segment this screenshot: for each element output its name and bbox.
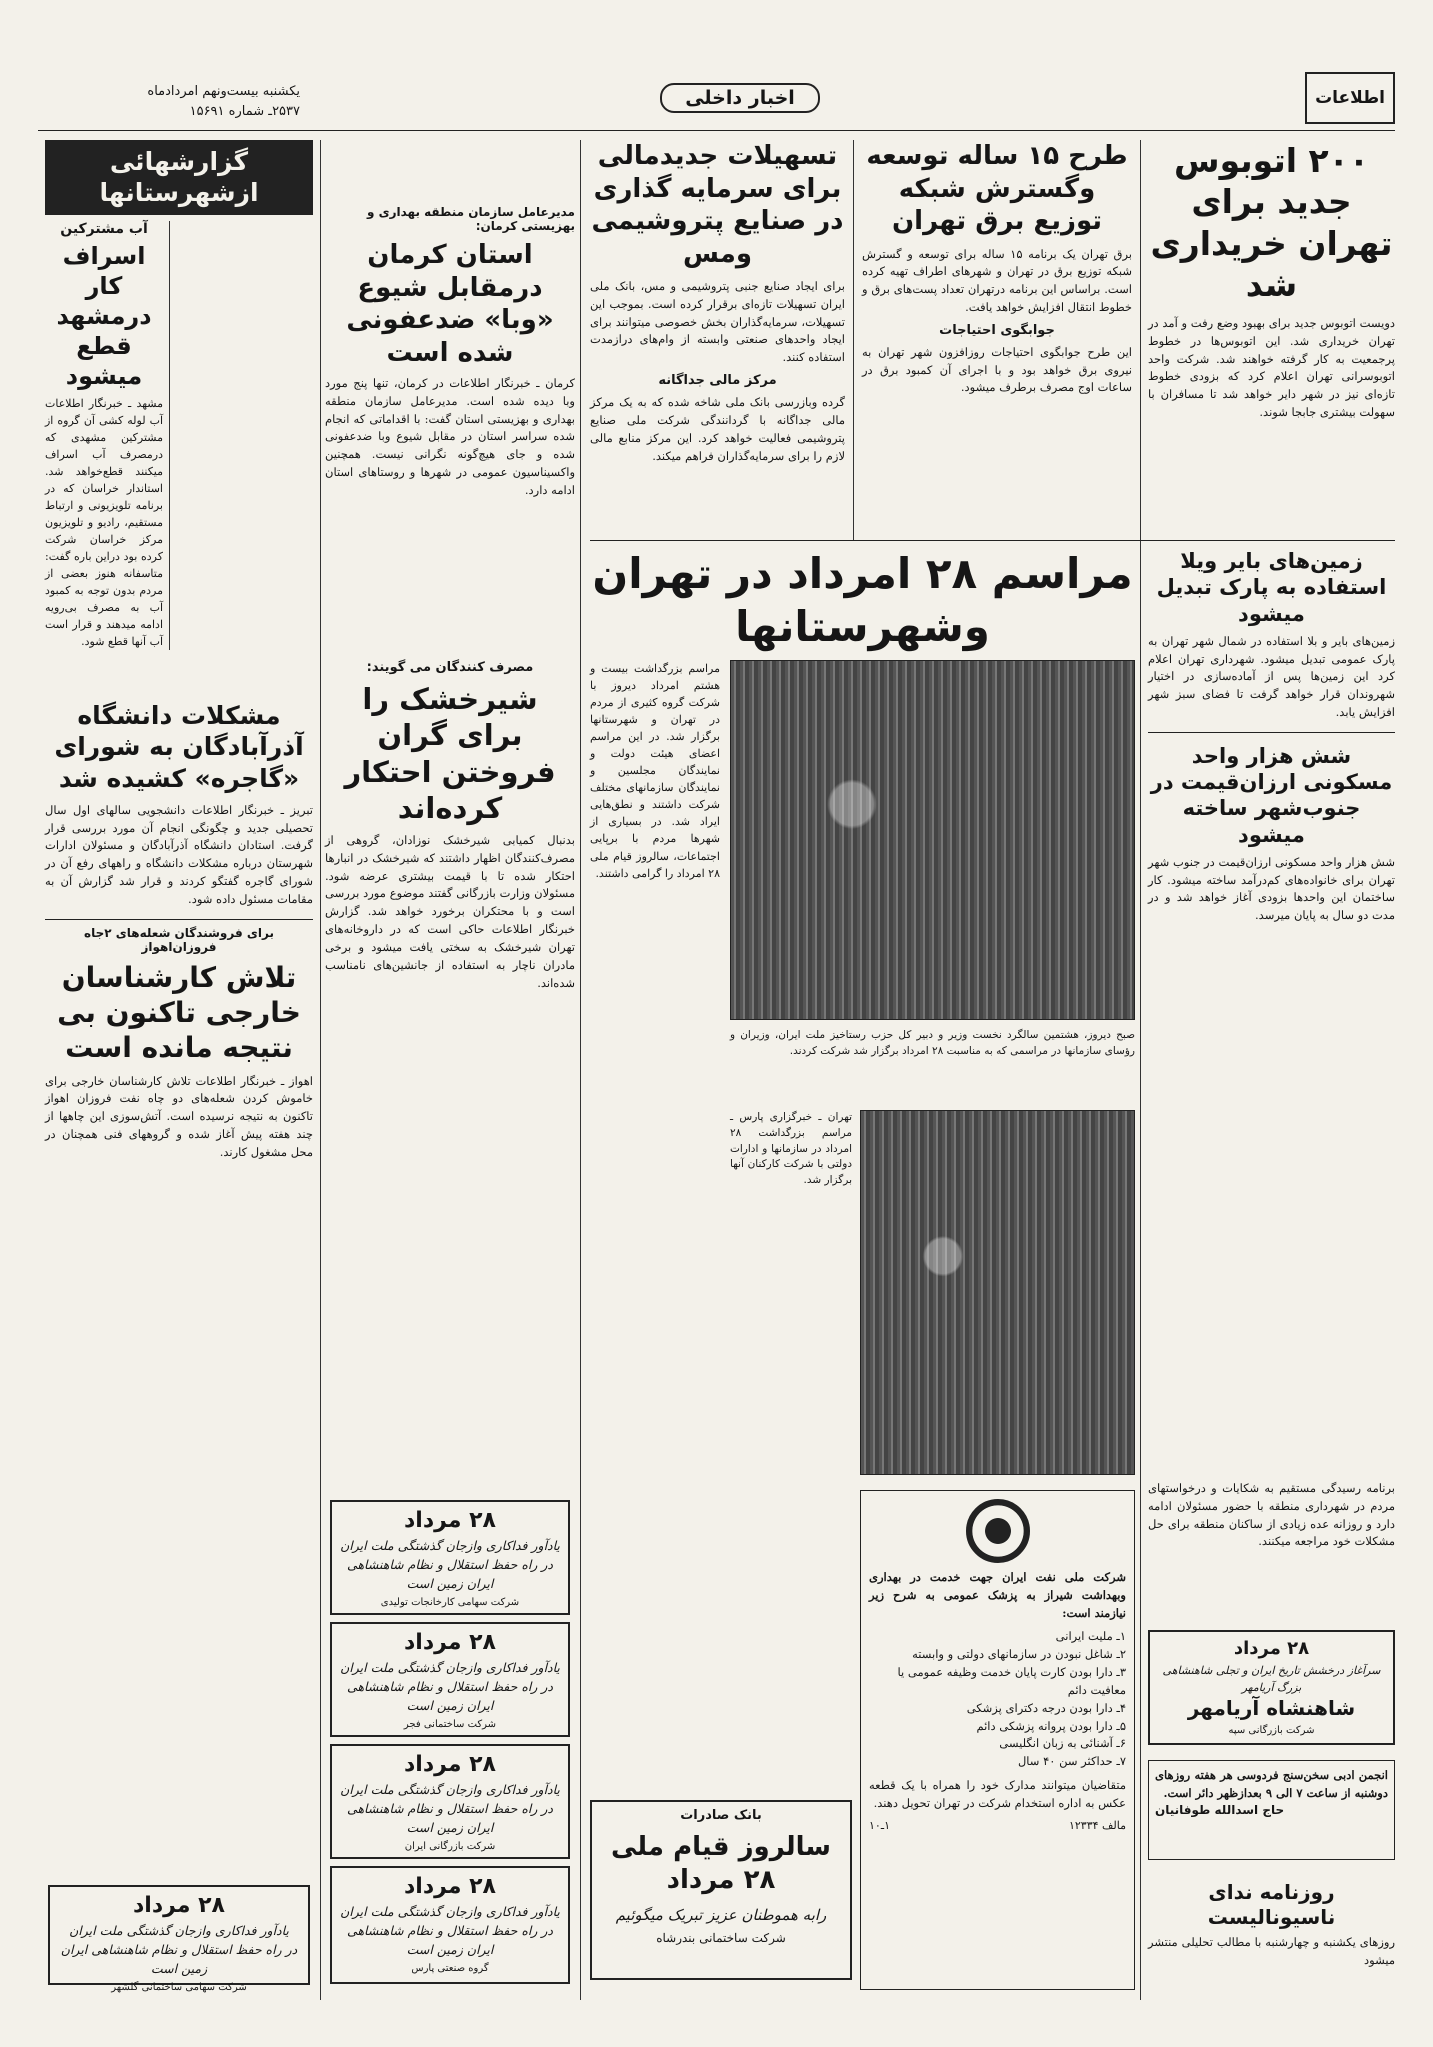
masthead-rule [38, 130, 1395, 131]
milk-body: بدنبال کمیابی شیرخشک نوزادان، گروهی از مصرف‌کنندگان اظهار داشتند که شیرخشک در انبارها احتکار شده تا با قیمت بیشتری عرضه شود. مسئولان وزارت بازرگانی گفتند موضوع مورد بررسی است و با محتکران برخورد خواهد شد. گزارش خبرنگار اطلاعات حاکی است که در داروخانه‌های تهران شیرخشک به سختی یافت میشود و برخی مادران ناچار به استفاده از جانشین‌های نامناسب شده‌اند. [325, 833, 575, 990]
issue-line: ۲۵۳۷ـ شماره ۱۵۶۹۱ [189, 103, 300, 119]
ad-line: یادآور فداکاری وازجان گذشتگی ملت ایران [340, 1904, 560, 1919]
power-headline: طرح ۱۵ ساله توسعه وگسترش شبکه توزیع برق تهران [866, 141, 1128, 236]
ceremony-top-rule [590, 540, 1395, 541]
ad-line: رابه هموطنان عزیز تبریک میگوئیم [615, 1906, 827, 1924]
col3-finance [590, 140, 845, 465]
col1 [45, 140, 313, 650]
ad-signature: شرکت بازرگانی سپه [1228, 1725, 1315, 1736]
ahvaz-headline: تلاش کارشناسان خارجی تاکنون بی نتیجه مانده است [57, 960, 301, 1064]
ceremony-photo-parade [730, 660, 1135, 1020]
ad-signature: شرکت سهامی ساختمانی گلشهر [111, 1982, 247, 1994]
section-title-box [660, 83, 820, 113]
kerman-body: کرمان ـ خبرنگار اطلاعات در کرمان، تنها پنج مورد وبا دیده شده است. مدیرعامل سازمان منطقه بهداری و بهزیستی استان گفت: با اقداماتی که انجام شده سراسر استان در مقابل شیوع وبا ضدعفونی شده و جای هیچ‌گونه نگرانی نیست. همچنین واکسیناسیون عمومی در شهرها و روستاهای استان ادامه دارد. [325, 376, 575, 497]
nasionalist-headline: روزنامه ندای ناسیونالیست [1207, 1880, 1336, 1929]
housing-headline: شش هزار واحد مسکونی ارزان‌قیمت در جنوب‌شهر ساخته میشود [1150, 743, 1393, 847]
ad-signature: گروه صنعتی پارس [411, 1963, 489, 1975]
nasionalist-box [1148, 1880, 1395, 1970]
ceremony-caption-box [730, 1028, 1135, 1060]
col2-main [325, 205, 575, 500]
oil-emblem [966, 1499, 1030, 1563]
oil-ad-footer: متقاضیان میتوانند مدارک خود را همراه با یک قطعه عکس به اداره استخدام شرکت در تهران تحویل دهند. [869, 1777, 1126, 1810]
ceremony-headline: مراسم ۲۸ امرداد در تهران وشهرستانها [592, 549, 1133, 651]
ad-line: یادآور فداکاری وازجان گذشتگی ملت ایران [340, 1538, 560, 1553]
date-line: یکشنبه بیست‌ونهم امردادماه [147, 84, 300, 99]
oil-ad-page-ref: ۱ـ۱۰ [869, 1818, 890, 1832]
milk-headline: شیرخشک را برای گران فروختن احتکار کرده‌اند [344, 682, 556, 825]
right-lower [1148, 548, 1395, 925]
ad-signature: شرکت بازرگانی ایران [404, 1841, 496, 1853]
ceremony-text [590, 660, 720, 882]
mashhad-headline: اسراف کار درمشهد قطع میشود [56, 241, 152, 390]
ad-signature: شرکت ساختمانی فجر [403, 1719, 497, 1731]
provinces-header [45, 140, 313, 215]
milk-story [325, 660, 575, 992]
azarabadegan-headline: مشکلات دانشگاه آذرآبادگان به شورای «گاجره» کشیده شد [54, 701, 304, 793]
kerman-byline: مدیرعامل سازمان منطقه بهداری و بهزیستی کرمان: [366, 205, 575, 233]
bullet-box [1148, 1480, 1395, 1551]
ahvaz-kicker: برای فروشندگان شعله‌های ۲جاه فروزان‌اهواز [84, 925, 274, 954]
power-subhead: جوابگوی احتیاجات [939, 322, 1055, 338]
ceremony-headline-box [590, 548, 1135, 653]
column-divider [320, 140, 321, 2000]
date-block [40, 82, 300, 121]
oil-ad-intro: شرکت ملی نفت ایران جهت خدمت در بهداری وبهداشت شیراز به پزشک عمومی به شرح زیر نیازمند است: [869, 1570, 1126, 1620]
column-divider [1140, 140, 1141, 540]
requirement-item: ۵ـ دارا بودن پروانه پزشکی دائم [976, 1718, 1126, 1733]
ad-name: شاهنشاه آریامهر [1187, 1696, 1356, 1720]
ahvaz-body: اهواز ـ خبرنگار اطلاعات تلاش کارشناسان خارجی برای خاموش کردن شعله‌های دو چاه نفت فروزان اهواز تاکنون به نتیجه نرسیده است. آتش‌سوزی این چاهها از چند هفته پیش آغاز شده و گروههای فنی همچنان در محل مشغول کارند. [45, 1073, 313, 1159]
oil-ad-code: مالف ۱۲۳۳۴ [1068, 1818, 1126, 1832]
col2-ad-2 [330, 1622, 570, 1737]
notice-signature: حاج اسدالله طوفانیان [1155, 1802, 1285, 1817]
finance-headline: تسهیلات جدیدمالی برای سرمایه گذاری در صنایع پتروشیمی ومس [591, 141, 844, 269]
bus-body: دویست اتوبوس جدید برای بهبود وضع رفت و آمد در تهران خریداری شد. این اتوبوس‌ها در خطوط پرجمعیت به کار گرفته خواهند شد. شرکت واحد اتوبوسرانی تهران اعلام کرد که بزودی خطوط تازه‌ای نیز در شهر دایر خواهد شد تا مسافران با سهولت بیشتری جابجا شوند. [1148, 316, 1395, 420]
housing-body: شش هزار واحد مسکونی ارزان‌قیمت در جنوب شهر تهران برای خانواده‌های کم‌درآمد ساخته میشود. کار ساختمان این واحدها بزودی آغاز خواهد شد و در مدت دو سال به پایان میرسد. [1148, 854, 1395, 923]
power-body-2: این طرح جوابگوی احتیاجات روزافزون شهر تهران به نیروی برق خواهد بود و با اجرای آن کمبود برق در ساعات اوج مصرف برطرف میشود. [862, 344, 1132, 395]
ad-line: یادآور فداکاری وازجان گذشتگی ملت ایران [340, 1782, 560, 1797]
ceremony-caption-1: صبح دیروز، هشتمین سالگرد نخست وزیر و دبیر کل حزب رستاخیز ملت ایران، وزیران و رؤسای سازمانها در مراسمی که به مناسبت ۲۸ امرداد برگزار شد شرکت کردند. [730, 1029, 1135, 1057]
masthead-logo [1305, 72, 1395, 124]
notice-body: انجمن ادبی سخن‌سنج فردوسی هر هفته روزهای دوشنبه از ساعت ۷ الی ۹ بعدازظهر دائر است. [1155, 1768, 1388, 1800]
ad-headline: سالروز قیام ملی ۲۸ مرداد [611, 1832, 831, 1895]
requirement-item: ۴ـ دارا بودن درجه دکترای پزشکی [966, 1700, 1126, 1715]
land-headline: زمین‌های بایر ویلا استفاده به پارک تبدیل میشود [1156, 549, 1387, 626]
ceremony-caption-box-2 [730, 1110, 852, 1189]
mashhad-kicker: آب مشترکین [60, 220, 148, 237]
azarabadegan-body: تبریز ـ خبرنگار اطلاعات دانشجویی سالهای اول سال تحصیلی جدید و چگونگی انجام آن مورد بررسی قرار گرفت. استادان دانشگاه آذرآبادگان و مسئولان ادارات شهرستان درباره مشکلات دانشگاه و راههای رفع آن در شورای گاجره گفتگو کردند و قرار شد گزارش آن به مقامات مسئول داده شود. [45, 802, 313, 906]
column-divider [853, 140, 854, 540]
ad-date: ۲۸ مرداد [133, 1893, 225, 1918]
ad-line: در راه حفظ استقلال و نظام شاهنشاهی ایران زمین است [347, 1800, 553, 1835]
power-body: برق تهران یک برنامه ۱۵ ساله برای توسعه و گسترش شبکه توزیع برق در تهران و شهرهای اطراف تهیه کرده است. براساس این برنامه درتهران تعداد پست‌های برق و خطوط انتقال افزایش خواهد یافت. [862, 246, 1132, 314]
requirement-item: ۶ـ آشنائی به زبان انگلیسی [999, 1736, 1126, 1751]
requirement-item: ۷ـ حداکثر سن ۴۰ سال [1017, 1754, 1126, 1769]
ceremony-caption-2: تهران ـ خبرگزاری پارس ـ مراسم بزرگداشت ۲۸ امرداد در سازمانها و ادارات دولتی با شرکت کارکنان آنها برگزار شد. [730, 1111, 852, 1186]
ad-line: سرآغاز درخشش تاریخ ایران و تجلی شاهنشاهی بزرگ آریامهر [1162, 1664, 1381, 1694]
ceremony-photo-meeting [860, 1110, 1135, 1475]
col2-ad-1 [330, 1500, 570, 1615]
oil-company-ad [860, 1490, 1135, 1990]
mashhad-body: مشهد ـ خبرنگار اطلاعات آب لوله کشی آن گروه از مشترکین مشهدی که درمصرف آب اسراف میکنند قطع‌خواهد شد. استاندار خراسان که در برنامه تلویزیونی و ارتباط مستقیم، رادیو و تلویزیون مرکز خراسان شرکت کرده بود دراین باره گفت: متاسفانه هنوز بعضی از مردم بدون توجه به کمبود آب به مصرف بی‌رویه ادامه میدهند و قرار است آب آنها قطع شود. [45, 396, 163, 649]
ad-line: در راه حفظ استقلال و نظام شاهنشاهی ایران زمین است [347, 1922, 553, 1957]
requirement-item: ۱ـ ملیت ایرانی [1055, 1629, 1126, 1644]
requirement-item: ۲ـ شاغل نبودن در سازمانهای دولتی و وابسته [912, 1647, 1126, 1662]
milk-kicker: مصرف کنندگان می گویند: [366, 660, 534, 675]
center-ad [590, 1800, 852, 1980]
literary-notice [1148, 1760, 1395, 1860]
ad-kicker: بانک صادرات [680, 1808, 762, 1823]
provinces-header-title: گزارشهائی ازشهرستانها [99, 147, 259, 208]
ad-line: یادآور فداکاری وازجان گذشتگی ملت ایران [340, 1660, 560, 1675]
oil-ad-requirements [869, 1628, 1126, 1771]
bus-headline: ۲۰۰ اتوبوس جدید برای تهران خریداری شد [1150, 141, 1393, 304]
ad-line: یادآور فداکاری وازجان گذشتگی ملت ایران [69, 1923, 289, 1938]
col1-lower [45, 700, 313, 1162]
finance-body-2: گرده وبازرسی بانک ملی شاخه شده که به یک مرکز مالی جداگانه با گردانندگی شرکت ملی صنایع پتروشیمی فعالیت خواهد کرد. این مرکز منابع مالی لازم را برای سرمایه‌گذاران فراهم میکند. [590, 395, 845, 463]
section-title: اخبار داخلی [685, 87, 795, 109]
bullet-body: برنامه رسیدگی مستقیم به شکایات و درخواستهای مردم در شهرداری منطقه با حضور مسئولان ادامه دارد و روزانه عده زیادی از ساکنان منطقه برای حل مشکلات خود مراجعه میکنند. [1148, 1481, 1395, 1549]
land-body: زمین‌های بایر و بلا استفاده در شمال شهر تهران به پارک عمومی تبدیل میشود. شهرداری تهران اعلام کرد این زمین‌ها پس از آماده‌سازی در اختیار شهروندان قرار خواهد گرفت تا فضای سبز شهر افزایش یابد. [1148, 633, 1395, 719]
ad-signature: شرکت سهامی کارخانجات تولیدی [380, 1597, 520, 1609]
col2-ad-3 [330, 1744, 570, 1859]
kerman-headline: استان کرمان درمقابل شیوع «وبا» ضدعفونی شده است [346, 240, 554, 368]
shahanshah-ad [1148, 1630, 1395, 1745]
column-divider [1140, 540, 1141, 2000]
power-block [862, 140, 1132, 397]
nasionalist-body: روزهای یکشنبه و چهارشنبه با مطالب تحلیلی منتشر میشود [1148, 1935, 1395, 1967]
ad-line: در راه حفظ استقلال و نظام شاهنشاهی ایران زمین است [347, 1678, 553, 1713]
ad-line: در راه حفظ استقلال و نظام شاهنشاهی ایران زمین است [60, 1941, 298, 1976]
logo-text: اطلاعات [1315, 88, 1385, 108]
ad-date: ۲۸ مرداد [1233, 1638, 1310, 1659]
ad-line: در راه حفظ استقلال و نظام شاهنشاهی ایران زمین است [347, 1556, 553, 1591]
col1-ad-28mordad [48, 1885, 310, 1994]
bus-block [1148, 140, 1395, 422]
ad-date: ۲۸ مرداد [404, 1508, 496, 1533]
finance-subhead: مرکز مالی جداگانه [658, 373, 777, 389]
ceremony-body: مراسم بزرگداشت بیست و هشتم امرداد دیروز با شرکت گروه کثیری از مردم در تهران و شهرستانها برگزار شد. در این مراسم اعضای هیئت دولت و نمایندگان مجلسین و نمایندگان سازمانهای مختلف شرکت داشتند و نطق‌هایی ایراد شد. در بسیاری از شهرها مردم با برپایی اجتماعات، سالروز قیام ملی ۲۸ امرداد را گرامی داشتند. [590, 662, 720, 880]
col2-ad-4 [330, 1866, 570, 1984]
ad-signature: شرکت ساختمانی بندرشاه [656, 1930, 786, 1945]
ad-date: ۲۸ مرداد [404, 1874, 496, 1899]
column-divider [580, 140, 581, 2000]
ad-date: ۲۸ مرداد [404, 1752, 496, 1777]
finance-body: برای ایجاد صنایع جنبی پتروشیمی و مس، بانک ملی ایران تسهیلات تازه‌ای برقرار کرده است. بموجب این تسهیلات، سرمایه‌گذاران بخش خصوصی میتوانند برای ایجاد واحدهای صنعتی وابسته از وام‌های درازمدت استفاده کنند. [590, 279, 845, 365]
ad-date: ۲۸ مرداد [404, 1630, 496, 1655]
requirement-item: ۳ـ دارا بودن کارت پایان خدمت وظیفه عمومی یا معافیت دائم [897, 1665, 1126, 1697]
